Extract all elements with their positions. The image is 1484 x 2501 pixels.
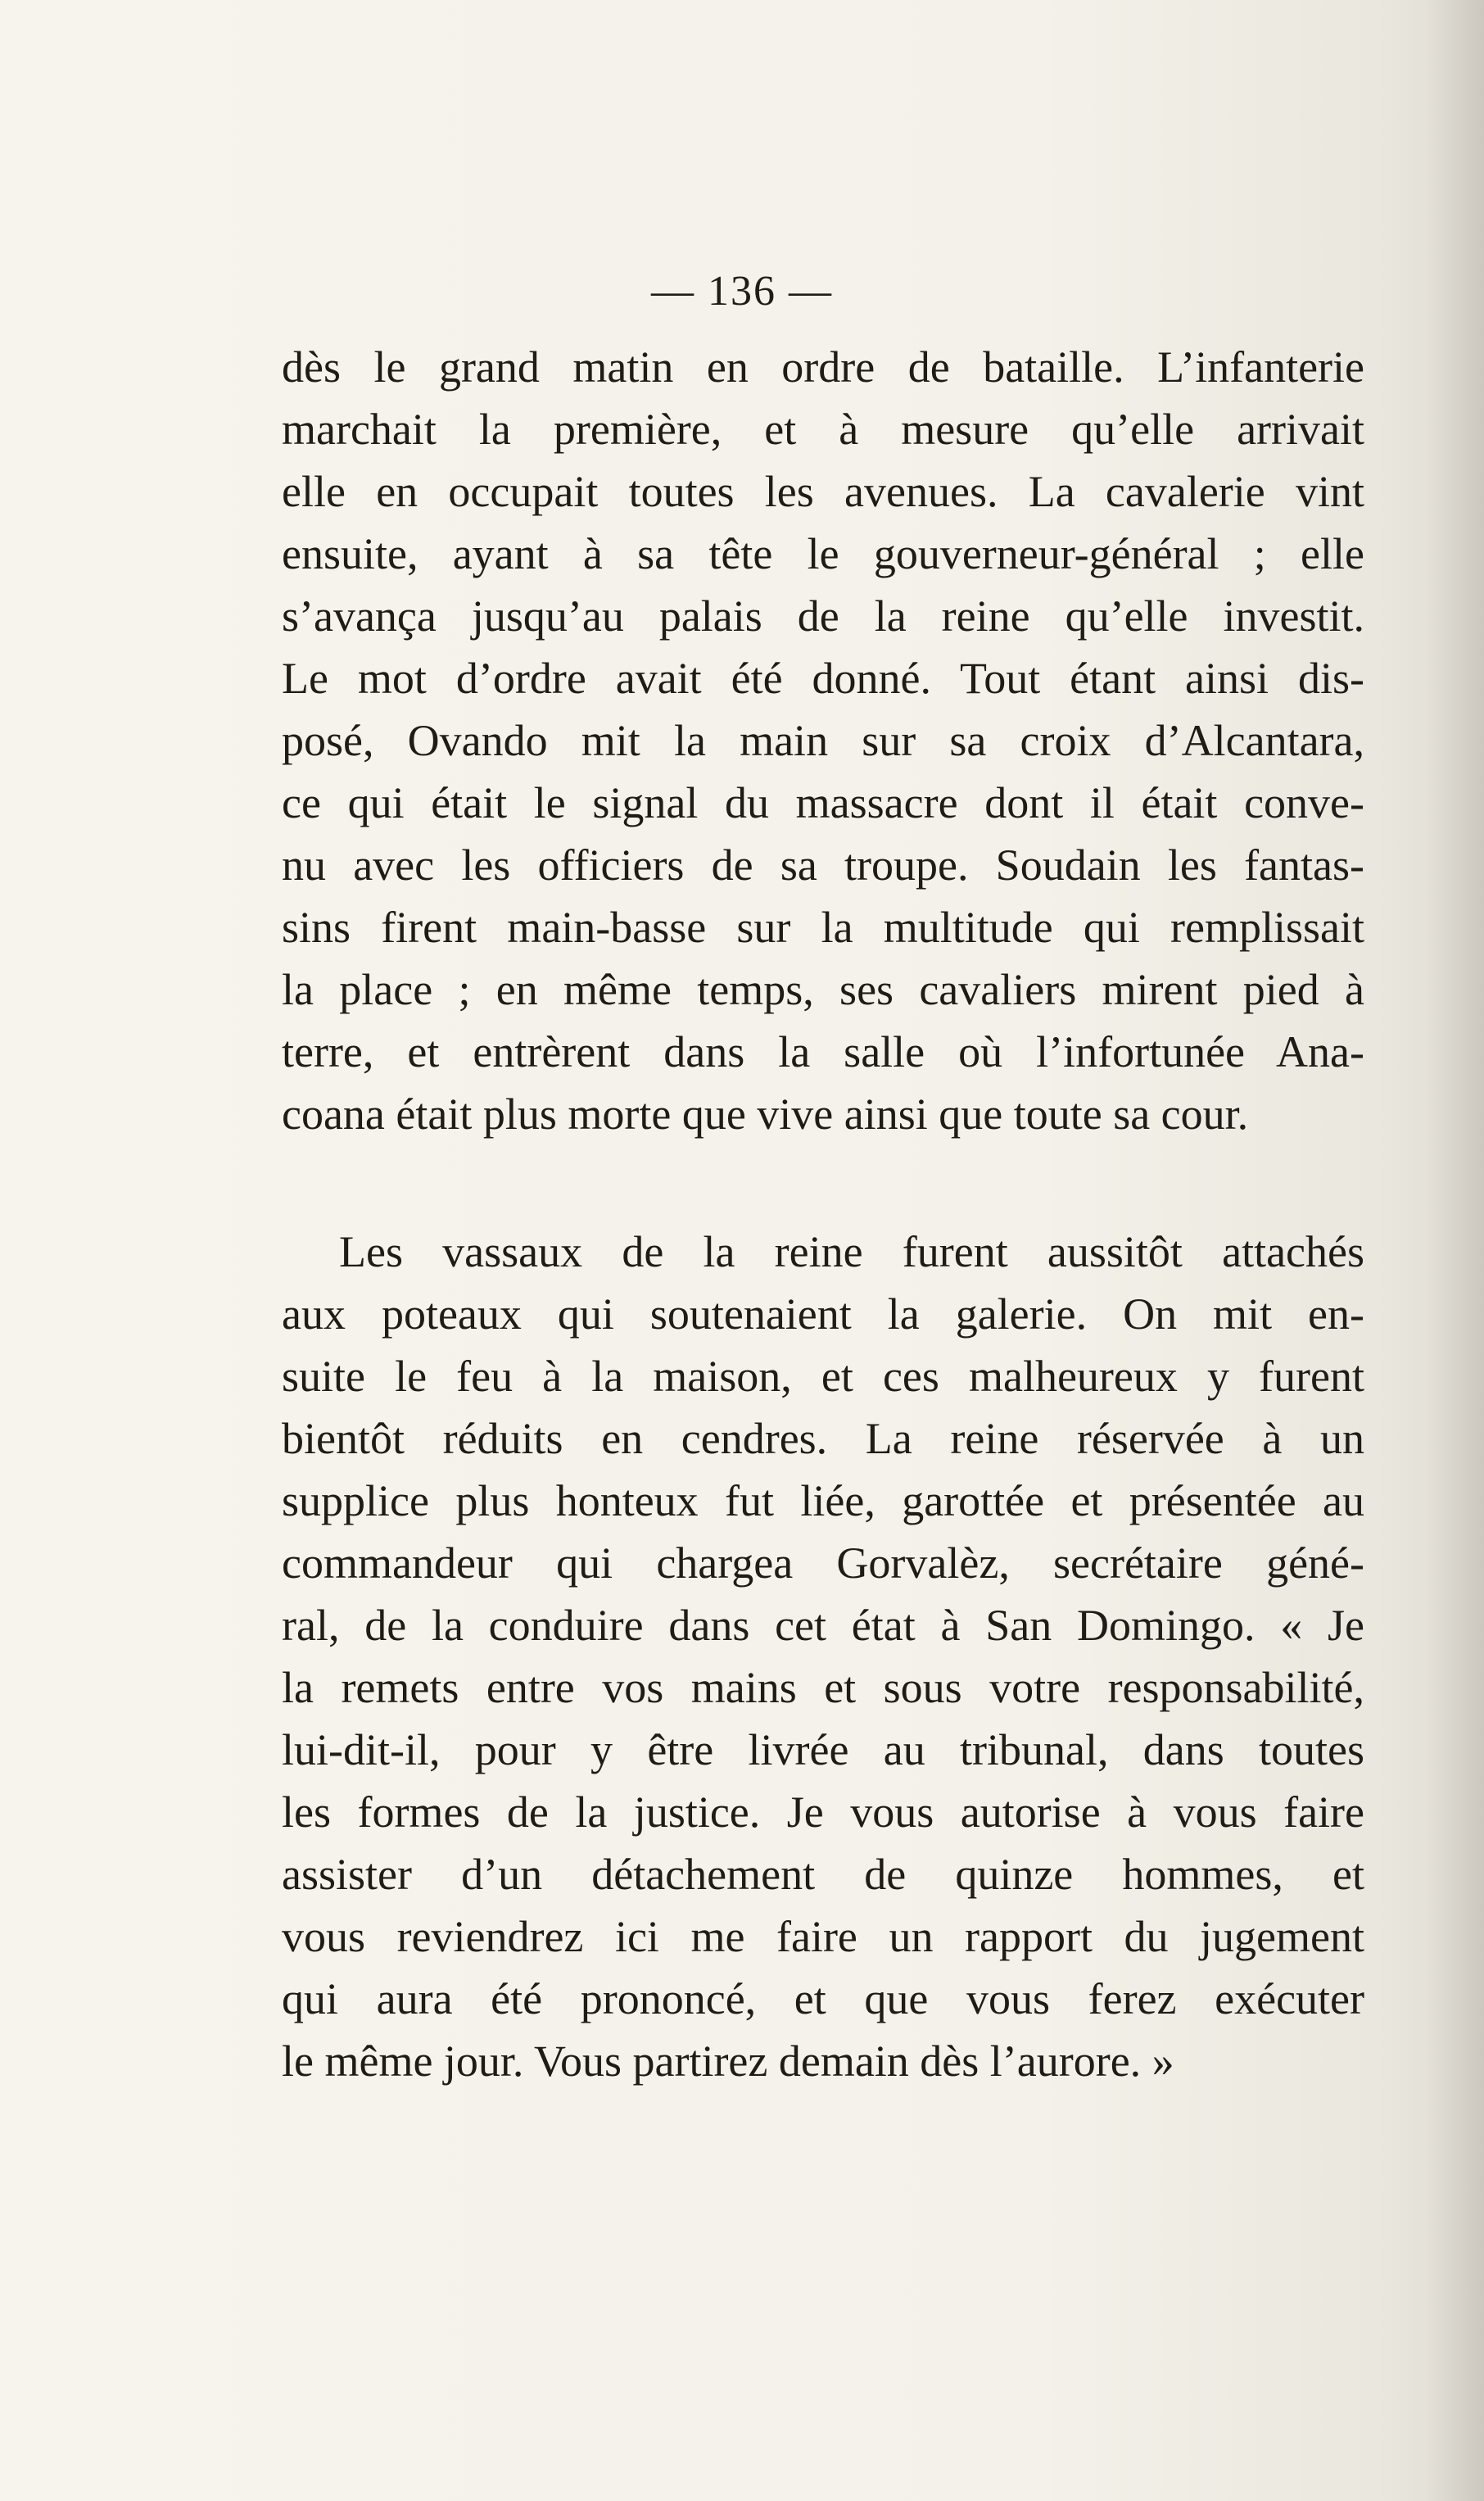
text-line: commandeur qui chargea Gorvalèz, secrétaire géné- [282, 1538, 1364, 1588]
text-line: la remets entre vos mains et sous votre responsabilité, [282, 1663, 1364, 1712]
paragraph-2 [282, 1221, 1364, 2092]
text-line: ensuite, ayant à sa tête le gouverneur-général ; elle [282, 529, 1364, 578]
page-edge-shadow [1427, 0, 1484, 2501]
text-line: ral, de la conduire dans cet état à San Domingo. « Je [282, 1601, 1364, 1650]
text-line: bientôt réduits en cendres. La reine réservée à un [282, 1414, 1364, 1463]
text-line: sins firent main-basse sur la multitude qui remplissait [282, 903, 1364, 952]
text-line: le même jour. Vous partirez demain dès l’aurore. » [282, 2037, 1174, 2086]
text-line: qui aura été prononcé, et que vous ferez exécuter [282, 1974, 1364, 2023]
text-line: posé, Ovando mit la main sur sa croix d’Alcantara, [282, 716, 1364, 765]
text-line: elle en occupait toutes les avenues. La cavalerie vint [282, 467, 1364, 516]
text-line: suite le feu à la maison, et ces malheureux y furent [282, 1352, 1364, 1401]
text-line: la place ; en même temps, ses cavaliers mirent pied à [282, 965, 1364, 1014]
text-line: lui-dit-il, pour y être livrée au tribunal, dans toutes [282, 1725, 1364, 1774]
text-line: supplice plus honteux fut liée, garottée et présentée au [282, 1476, 1364, 1525]
paragraph-1 [282, 336, 1364, 1145]
text-line: dès le grand matin en ordre de bataille. L’infanterie [282, 342, 1364, 392]
text-line: marchait la première, et à mesure qu’elle arrivait [282, 405, 1364, 454]
text-line: coana était plus morte que vive ainsi que toute sa cour. [282, 1090, 1249, 1139]
page-number: — 136 — [651, 268, 833, 315]
text-line: assister d’un détachement de quinze hommes, et [282, 1850, 1364, 1899]
text-line: terre, et entrèrent dans la salle où l’infortunée Ana- [282, 1027, 1364, 1076]
text-line: s’avança jusqu’au palais de la reine qu’elle investit. [282, 591, 1364, 641]
text-line: Le mot d’ordre avait été donné. Tout étant ainsi dis- [282, 654, 1364, 703]
text-line: aux poteaux qui soutenaient la galerie. On mit en- [282, 1289, 1364, 1339]
text-line: ce qui était le signal du massacre dont il était conve- [282, 778, 1364, 827]
text-line: les formes de la justice. Je vous autorise à vous faire [282, 1787, 1364, 1837]
text-line: nu avec les officiers de sa troupe. Soudain les fantas- [282, 840, 1364, 890]
text-line: Les vassaux de la reine furent aussitôt attachés [339, 1227, 1364, 1276]
text-line: vous reviendrez ici me faire un rapport du jugement [282, 1912, 1364, 1961]
